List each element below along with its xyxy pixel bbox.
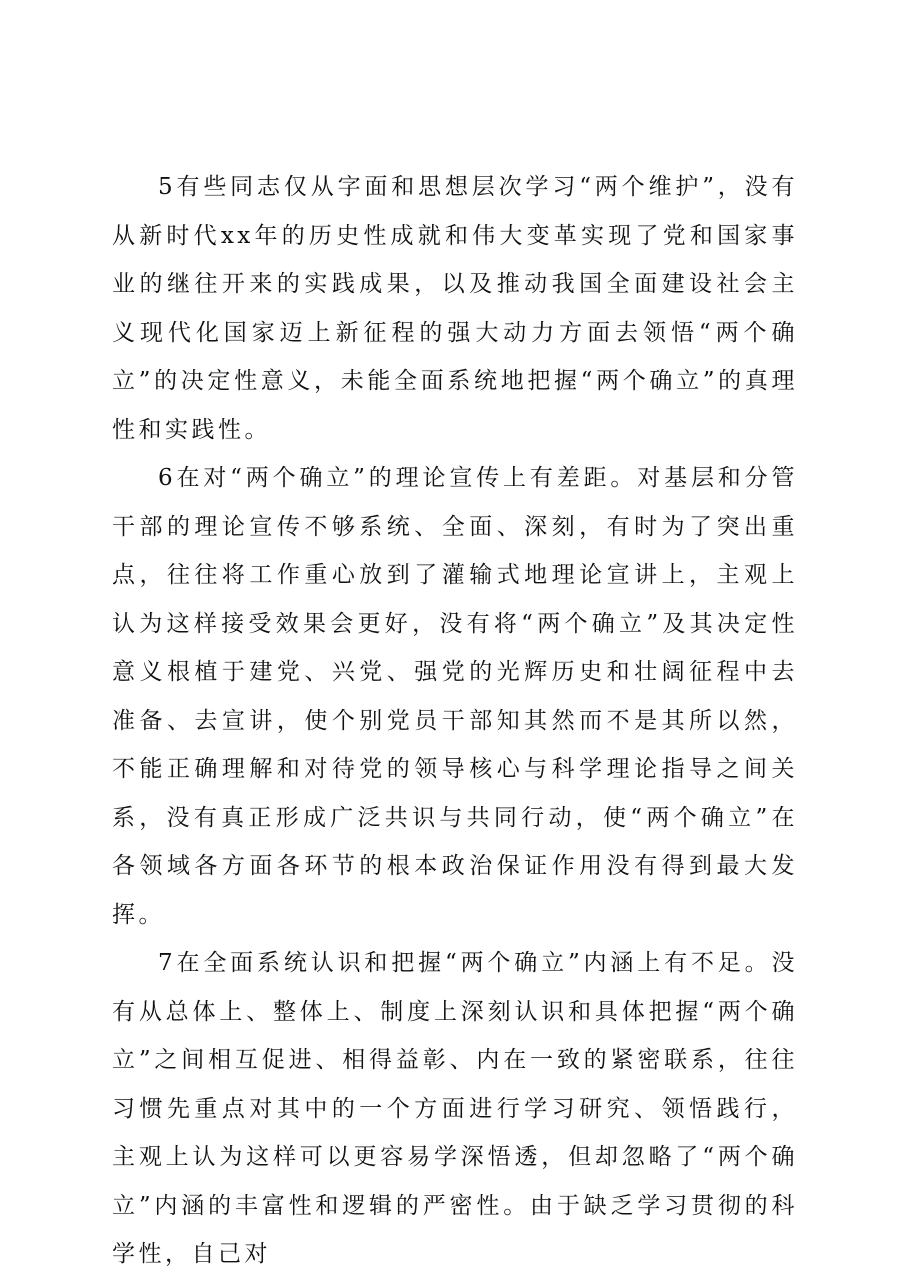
paragraph-7: 7在全面系统认识和把握“两个确立”内涵上有不足。没有从总体上、整体上、制度上深刻认识和具体把握“两个确立”之间相互促进、相得益彰、内在一致的紧密联系，往往习惯先重点对其中的一个方面进行学习研究、领悟践行，主观上认为这样可以更容易学深悟透，但却忽略了“两个确立”内涵的丰富性和逻辑的严密性。由于缺乏学习贯彻的科学性，自己对 <box>112 950 798 1267</box>
paragraph-5: 5有些同志仅从字面和思想层次学习“两个维护”，没有从新时代xx年的历史性成就和伟大变革实现了党和国家事业的继往开来的实践成果，以及推动我国全面建设社会主义现代化国家迈上新征程的强大动力方面去领悟“两个确立”的决定性意义，未能全面系统地把握“两个确立”的真理性和实践性。 <box>112 174 798 443</box>
paragraph-6: 6在对“两个确立”的理论宣传上有差距。对基层和分管干部的理论宣传不够系统、全面、深刻，有时为了突出重点，往往将工作重心放到了灌输式地理论宣讲上，主观上认为这样接受效果会更好，没有将“两个确立”及其决定性意义根植于建党、兴党、强党的光辉历史和壮阔征程中去准备、去宣讲，使个别党员干部知其然而不是其所以然，不能正确理解和对待党的领导核心与科学理论指导之间关系，没有真正形成广泛共识与共同行动，使“两个确立”在各领域各方面各环节的根本政治保证作用没有得到最大发挥。 <box>112 465 798 928</box>
document-body <box>112 163 798 1279</box>
